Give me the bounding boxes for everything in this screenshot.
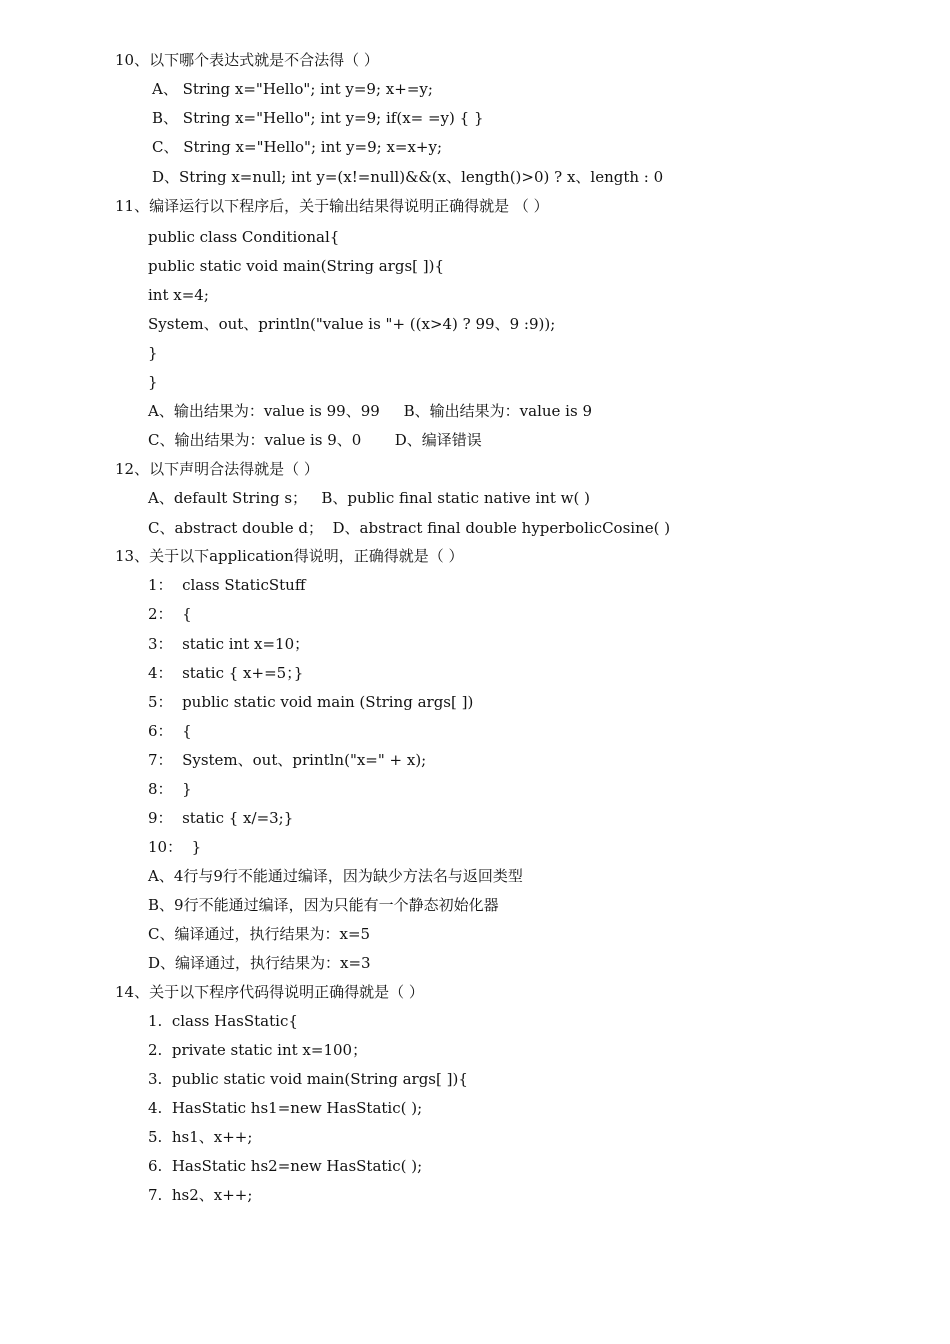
question-14-code-line: 6. HasStatic hs2=new HasStatic( ); [148,1157,423,1175]
question-13-code-line: 7： System、out、println("x=" + x); [148,751,427,769]
question-12-stem: 12、以下声明合法得就是（ ） [115,460,319,478]
question-11-options-ab: A、输出结果为：value is 99、99 B、输出结果为：value is 9 [148,402,592,420]
question-14-code-line: 7. hs2、x++; [148,1186,253,1204]
question-11-code-line: public class Conditional{ [148,228,340,246]
question-13-option-a: A、4行与9行不能通过编译，因为缺少方法名与返回类型 [148,867,523,885]
question-14-code-line: 3. public static void main(String args[ ]){ [148,1070,468,1088]
question-14-stem: 14、关于以下程序代码得说明正确得就是（ ） [115,983,424,1001]
question-13-code-line: 10： } [148,838,202,856]
question-11-code-line: public static void main(String args[ ]){ [148,257,445,275]
question-12-options-ab: A、default String s； B、public final static native int w( ) [148,489,590,507]
question-13-code-line: 5： public static void main (String args[ ]) [148,693,474,711]
question-13-option-c: C、编译通过，执行结果为：x=5 [148,925,371,943]
question-13-stem: 13、关于以下application得说明，正确得就是（ ） [115,547,464,565]
question-11-stem: 11、编译运行以下程序后，关于输出结果得说明正确得就是 （ ） [115,197,549,215]
question-13-code-line: 2： { [148,605,192,623]
question-11-options-cd: C、输出结果为：value is 9、0 D、编译错误 [148,431,482,449]
question-13-code-line: 3： static int x=10； [148,635,310,653]
question-11-code-line: int x=4; [148,286,209,304]
question-13-code-line: 6： { [148,722,192,740]
question-14-code-line: 2. private static int x=100； [148,1041,368,1059]
question-13-option-d: D、编译通过，执行结果为：x=3 [148,954,371,972]
question-10-option-a: A、 String x="Hello"; int y=9; x+=y; [152,80,433,98]
question-10-stem: 10、以下哪个表达式就是不合法得（ ） [115,51,379,69]
question-13-code-line: 9： static { x/=3;} [148,809,294,827]
question-14-code-line: 5. hs1、x++; [148,1128,253,1146]
question-11-code-line: System、out、println("value is "+ ((x>4) ? 99、9 :9)); [148,315,556,333]
question-13-option-b: B、9行不能通过编译，因为只能有一个静态初始化器 [148,896,499,914]
question-13-code-line: 1： class StaticStuff [148,576,306,594]
question-10-option-c: C、 String x="Hello"; int y=9; x=x+y; [152,138,443,156]
question-14-code-line: 4. HasStatic hs1=new HasStatic( ); [148,1099,423,1117]
question-11-code-line: } [148,373,158,391]
question-13-code-line: 4： static { x+=5；} [148,664,304,682]
question-10-option-b: B、 String x="Hello"; int y=9; if(x= =y) { } [152,109,484,127]
question-14-code-line: 1. class HasStatic{ [148,1012,298,1030]
question-11-code-line: } [148,344,158,362]
question-13-code-line: 8： } [148,780,192,798]
question-12-options-cd: C、abstract double d； D、abstract final double hyperbolicCosine( ) [148,519,671,537]
question-10-option-d: D、String x=null; int y=(x!=null)&&(x、length()>0) ? x、length : 0 [152,168,664,186]
